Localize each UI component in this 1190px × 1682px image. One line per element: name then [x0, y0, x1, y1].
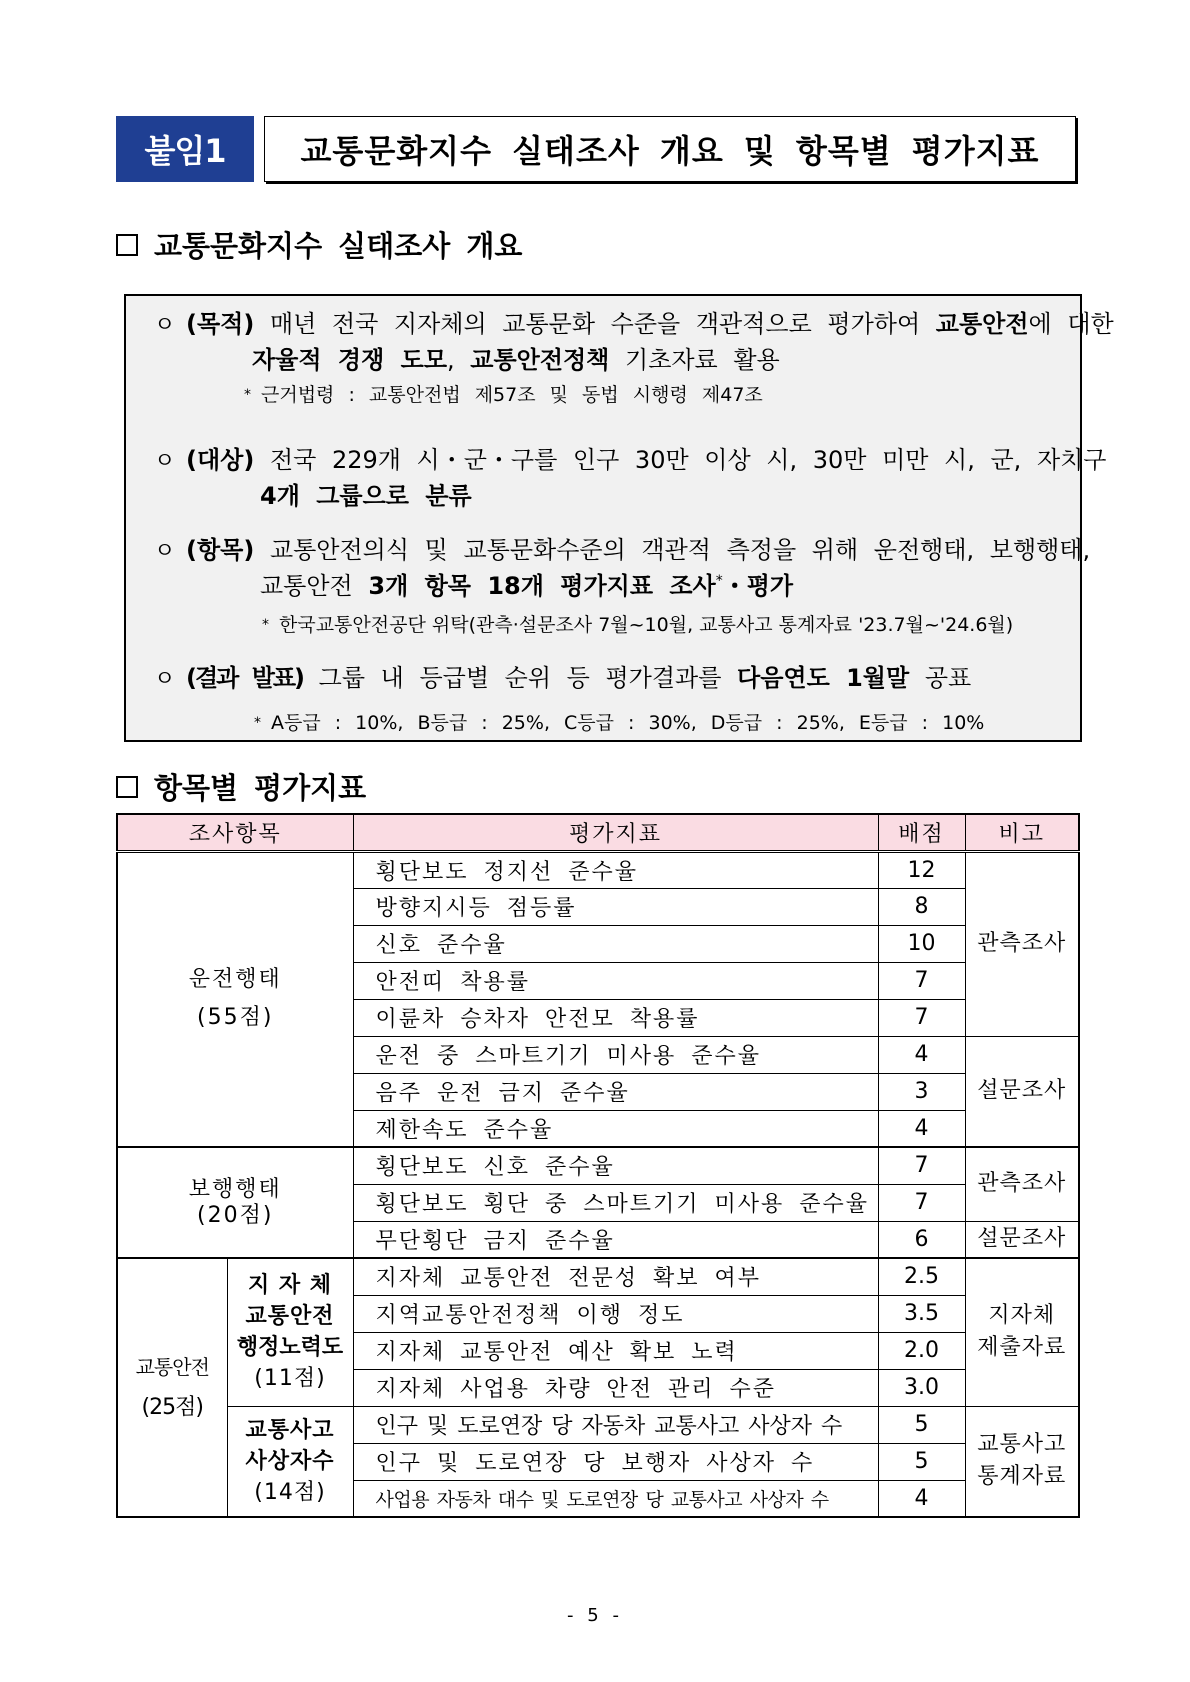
items-line-2: 교통안전 3개 항목 18개 평가지표 조사*・평가	[260, 572, 794, 600]
page-title: 교통문화지수 실태조사 개요 및 항목별 평가지표	[264, 116, 1076, 182]
subcategory-admin: 지 자 체 교통안전 행정노력도 (11점)	[227, 1258, 353, 1406]
points-cell: 2.5	[878, 1258, 965, 1295]
indicator-cell: 음주 운전 금지 준수율	[353, 1073, 878, 1110]
indicator-cell: 인구 및 도로연장 당 자동차 교통사고 사상자 수	[353, 1406, 878, 1443]
attachment-tag: 붙임1	[116, 116, 254, 182]
indicator-cell: 지자체 사업용 차량 안전 관리 수준	[353, 1369, 878, 1406]
category-driving: 운전행태 (55점)	[117, 851, 353, 1147]
indicator-cell: 횡단보도 신호 준수율	[353, 1147, 878, 1184]
column-header: 배점	[878, 814, 965, 851]
points-cell: 3	[878, 1073, 965, 1110]
purpose-label: (목적)	[186, 310, 255, 338]
section-heading-text: 교통문화지수 실태조사 개요	[154, 229, 523, 263]
asterisk-icon: *	[244, 387, 251, 403]
note-cell: 교통사고 통계자료	[965, 1406, 1079, 1517]
indicator-cell: 지자체 교통안전 예산 확보 노력	[353, 1332, 878, 1369]
column-header: 비고	[965, 814, 1079, 851]
result-note: * A등급 : 10%, B등급 : 25%, C등급 : 30%, D등급 : 25%, E등급 : 10%	[254, 712, 985, 734]
points-cell: 7	[878, 999, 965, 1036]
subcategory-accidents: 교통사고 사상자수 (14점)	[227, 1406, 353, 1517]
points-cell: 4	[878, 1110, 965, 1147]
page-header	[116, 116, 1076, 182]
circle-bullet-icon: ㅇ	[154, 539, 176, 564]
points-cell: 5	[878, 1443, 965, 1480]
indicator-cell: 안전띠 착용률	[353, 962, 878, 999]
indicator-cell: 사업용 자동차 대수 및 도로연장 당 교통사고 사상자 수	[353, 1480, 878, 1517]
indicator-cell: 이륜차 승차자 안전모 착용률	[353, 999, 878, 1036]
page-number: - 5 -	[567, 1605, 623, 1626]
table-header-row	[117, 814, 1079, 851]
indicator-cell: 신호 준수율	[353, 925, 878, 962]
points-cell: 3.5	[878, 1295, 965, 1332]
indicator-cell: 방향지시등 점등률	[353, 888, 878, 925]
points-cell: 2.0	[878, 1332, 965, 1369]
table-row	[117, 1258, 1079, 1295]
points-cell: 8	[878, 888, 965, 925]
result-line-1: (결과 발표) 그룹 내 등급별 순위 등 평가결과를 다음연도 1월말 공표	[186, 664, 972, 692]
table-row	[117, 1406, 1079, 1443]
target-label: (대상)	[186, 446, 255, 474]
points-cell: 10	[878, 925, 965, 962]
note-cell: 지자체 제출자료	[965, 1258, 1079, 1406]
points-cell: 5	[878, 1406, 965, 1443]
table-row	[117, 1147, 1079, 1184]
section-heading-overview	[116, 224, 522, 265]
purpose-line-2: 자율적 경쟁 도모, 교통안전정책 기초자료 활용	[252, 346, 780, 374]
circle-bullet-icon: ㅇ	[154, 667, 176, 692]
note-cell: 관측조사	[965, 851, 1079, 1036]
items-label: (항목)	[186, 536, 255, 564]
points-cell: 7	[878, 1147, 965, 1184]
indicator-cell: 제한속도 준수율	[353, 1110, 878, 1147]
column-header: 조사항목	[117, 814, 353, 851]
indicator-cell: 인구 및 도로연장 당 보행자 사상자 수	[353, 1443, 878, 1480]
section-heading-indicators	[116, 766, 366, 807]
target-line-1: (대상) 전국 229개 시・군・구를 인구 30만 이상 시, 30만 미만 시, 군, 자치구	[186, 446, 1107, 474]
points-cell: 7	[878, 1184, 965, 1221]
asterisk-icon: *	[262, 617, 269, 633]
indicator-table	[116, 813, 1080, 1518]
result-label: (결과 발표)	[186, 664, 304, 692]
points-cell: 12	[878, 851, 965, 888]
table-row	[117, 851, 1079, 888]
points-cell: 4	[878, 1036, 965, 1073]
square-bullet-icon	[116, 776, 138, 798]
category-walking: 보행행태 (20점)	[117, 1147, 353, 1258]
asterisk-icon: *	[254, 715, 261, 731]
indicator-cell: 횡단보도 정지선 준수율	[353, 851, 878, 888]
items-note: * 한국교통안전공단 위탁(관측·설문조사 7월~10월, 교통사고 통계자료 '23.7월~'24.6월)	[262, 614, 1014, 636]
purpose-line-1: (목적) 매년 전국 지자체의 교통문화 수준을 객관적으로 평가하여 교통안전에 대한	[186, 310, 1114, 338]
note-cell: 설문조사	[965, 1221, 1079, 1258]
points-cell: 4	[878, 1480, 965, 1517]
indicator-cell: 지역교통안전정책 이행 정도	[353, 1295, 878, 1332]
indicator-cell: 횡단보도 횡단 중 스마트기기 미사용 준수율	[353, 1184, 878, 1221]
category-safety: 교통안전 (25점)	[117, 1258, 227, 1517]
points-cell: 3.0	[878, 1369, 965, 1406]
indicator-cell: 운전 중 스마트기기 미사용 준수율	[353, 1036, 878, 1073]
circle-bullet-icon: ㅇ	[154, 449, 176, 474]
purpose-note: * 근거법령 : 교통안전법 제57조 및 동법 시행령 제47조	[244, 384, 763, 406]
overview-box	[124, 294, 1114, 742]
column-header: 평가지표	[353, 814, 878, 851]
items-line-1: (항목) 교통안전의식 및 교통문화수준의 객관적 측정을 위해 운전행태, 보행행태,	[186, 536, 1091, 564]
note-cell: 설문조사	[965, 1036, 1079, 1147]
circle-bullet-icon: ㅇ	[154, 313, 176, 338]
note-cell: 관측조사	[965, 1147, 1079, 1221]
indicator-cell: 지자체 교통안전 전문성 확보 여부	[353, 1258, 878, 1295]
section-heading-text: 항목별 평가지표	[154, 771, 367, 805]
points-cell: 6	[878, 1221, 965, 1258]
target-line-2: 4개 그룹으로 분류	[260, 482, 472, 510]
square-bullet-icon	[116, 234, 138, 256]
indicator-cell: 무단횡단 금지 준수율	[353, 1221, 878, 1258]
points-cell: 7	[878, 962, 965, 999]
